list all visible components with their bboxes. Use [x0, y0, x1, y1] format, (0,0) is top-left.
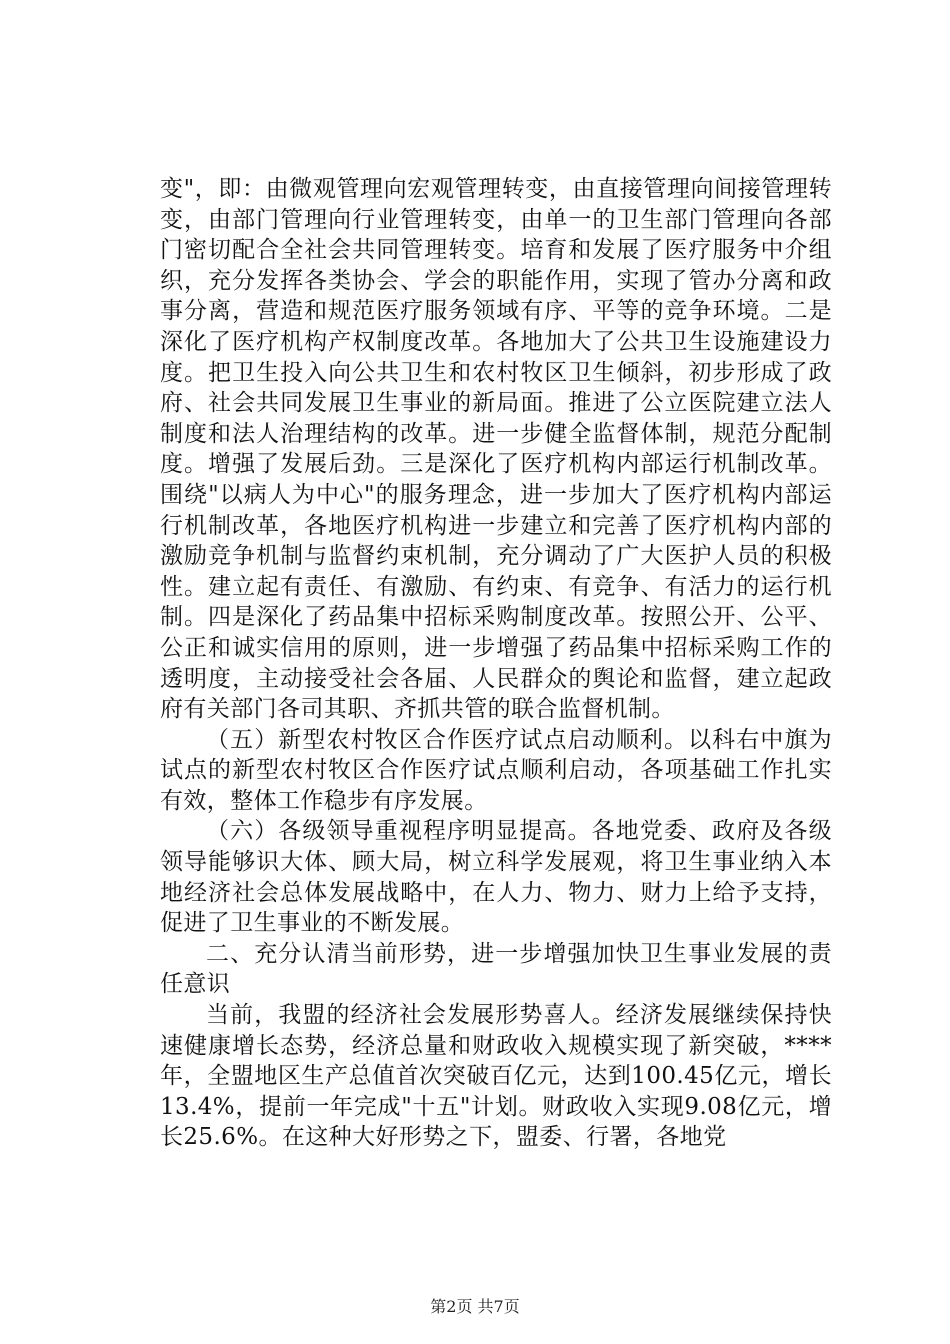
page-number-footer: 第2页 共7页 [430, 1297, 520, 1316]
paragraph-current-situation: 当前，我盟的经济社会发展形势喜人。经济发展继续保持快速健康增长态势，经济总量和财政收入规模实现了新突破，****年，全盟地区生产总值首次突破百亿元，达到100.45亿元，增长13.4%，提前一年完成"十五"计划。财政收入实现9.08亿元，增长25.6%。在这种大好形势之下，盟委、行署，各地党 [160, 1002, 832, 1151]
paragraph-section-five: （五）新型农村牧区合作医疗试点启动顺利。以科右中旗为试点的新型农村牧区合作医疗试点顺利启动，各项基础工作扎实有效，整体工作稳步有序发展。 [160, 726, 832, 814]
paragraph-continuation: 变"，即：由微观管理向宏观管理转变，由直接管理向间接管理转变，由部门管理向行业管理转变，由单一的卫生部门管理向各部门密切配合全社会共同管理转变。培育和发展了医疗服务中介组织，充分发挥各类协会、学会的职能作用，实现了管办分离和政事分离，营造和规范医疗服务领域有序、平等的竞争环境。二是深化了医疗机构产权制度改革。各地加大了公共卫生设施建设力度。把卫生投入向公共卫生和农村牧区卫生倾斜，初步形成了政府、社会共同发展卫生事业的新局面。推进了公立医院建立法人制度和法人治理结构的改革。进一步健全监督体制，规范分配制度。增强了发展后劲。三是深化了医疗机构内部运行机制改革。围绕"以病人为中心"的服务理念，进一步加大了医疗机构内部运行机制改革，各地医疗机构进一步建立和完善了医疗机构内部的激励竞争机制与监督约束机制，充分调动了广大医护人员的积极性。建立起有责任、有激励、有约束、有竞争、有活力的运行机制。四是深化了药品集中招标采购制度改革。按照公开、公平、公正和诚实信用的原则，进一步增强了药品集中招标采购工作的透明度，主动接受社会各届、人民群众的舆论和监督，建立起政府有关部门各司其职、齐抓共管的联合监督机制。 [160, 176, 832, 723]
section-heading-two: 二、充分认清当前形势，进一步增强加快卫生事业发展的责任意识 [160, 940, 832, 998]
paragraph-section-six: （六）各级领导重视程序明显提高。各地党委、政府及各级领导能够识大体、顾大局，树立科学发展观，将卫生事业纳入本地经济社会总体发展战略中，在人力、物力、财力上给予支持，促进了卫生事业的不断发展。 [160, 818, 832, 937]
document-body [160, 174, 832, 1153]
